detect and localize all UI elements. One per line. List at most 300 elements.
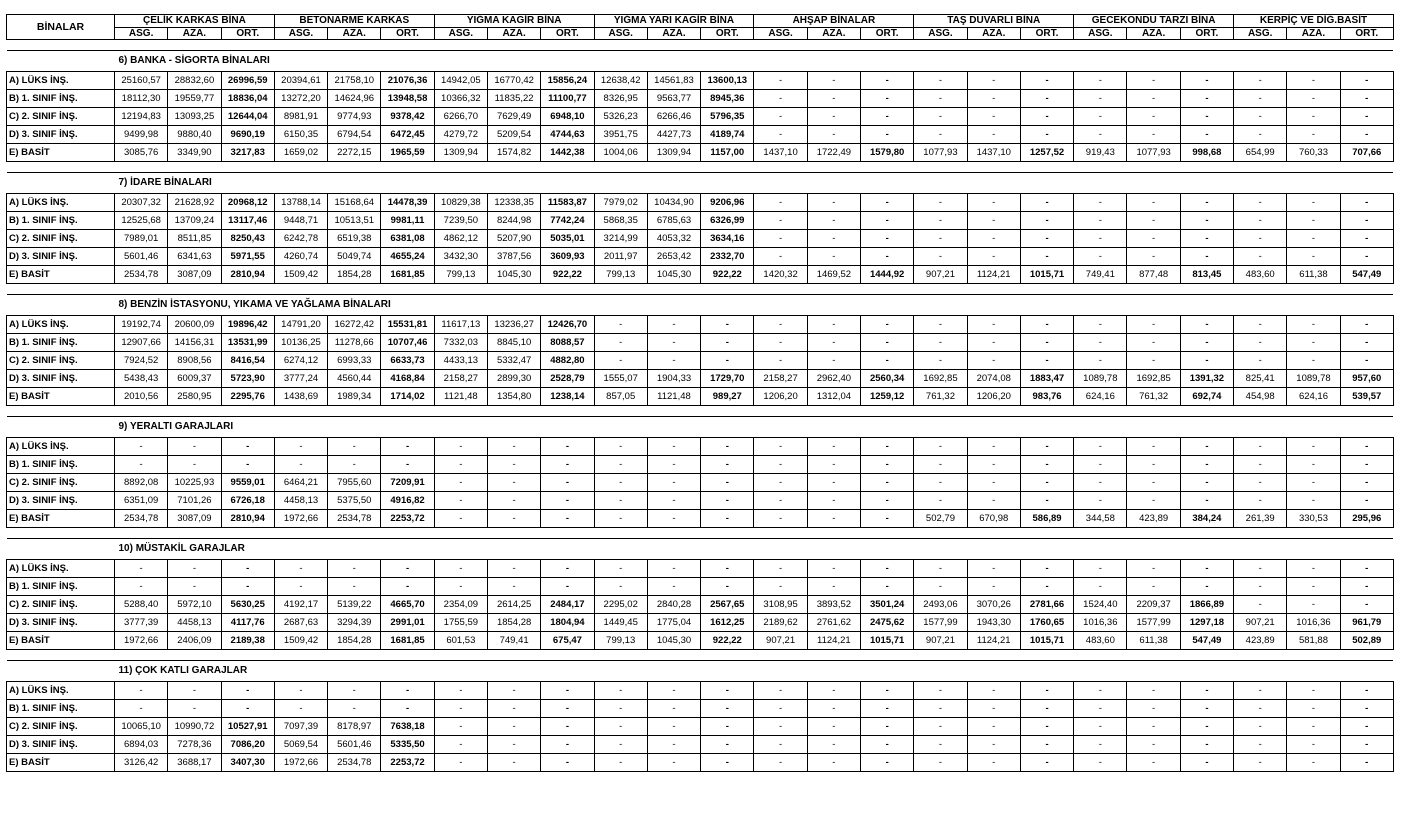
max-cost-cell: 5209,54 bbox=[487, 126, 540, 144]
avg-cost-cell: 2475,62 bbox=[861, 614, 914, 632]
min-cost-cell: - bbox=[1234, 230, 1287, 248]
max-cost-cell: 13093,25 bbox=[168, 108, 221, 126]
min-cost-cell: - bbox=[1234, 334, 1287, 352]
max-cost-cell: 1854,28 bbox=[328, 266, 381, 284]
avg-cost-cell: - bbox=[861, 108, 914, 126]
max-cost-cell: 2406,09 bbox=[168, 632, 221, 650]
avg-cost-cell: 6726,18 bbox=[221, 492, 274, 510]
max-cost-cell: 4427,73 bbox=[647, 126, 700, 144]
min-cost-cell: 799,13 bbox=[594, 266, 647, 284]
avg-cost-cell: 2253,72 bbox=[381, 510, 434, 528]
max-cost-cell: - bbox=[1287, 682, 1340, 700]
max-cost-cell: 2209,37 bbox=[1127, 596, 1180, 614]
row-label: D) 3. SINIF İNŞ. bbox=[7, 614, 115, 632]
column-group-header: AHŞAP BİNALAR bbox=[754, 15, 914, 28]
section-title-row bbox=[7, 661, 1394, 682]
avg-cost-cell: 1714,02 bbox=[381, 388, 434, 406]
avg-cost-cell: - bbox=[541, 456, 594, 474]
avg-cost-cell: - bbox=[1180, 248, 1233, 266]
row-label: C) 2. SINIF İNŞ. bbox=[7, 718, 115, 736]
avg-cost-cell: - bbox=[1180, 492, 1233, 510]
max-cost-cell: 10434,90 bbox=[647, 194, 700, 212]
min-cost-cell: 7924,52 bbox=[115, 352, 168, 370]
avg-cost-cell: 11583,87 bbox=[541, 194, 594, 212]
avg-cost-cell: 2253,72 bbox=[381, 754, 434, 772]
min-cost-cell: 502,79 bbox=[914, 510, 967, 528]
min-cost-cell: - bbox=[115, 560, 168, 578]
section-title-gutter bbox=[7, 51, 115, 72]
avg-cost-cell: - bbox=[541, 510, 594, 528]
max-cost-cell: - bbox=[967, 212, 1020, 230]
min-cost-cell: 10366,32 bbox=[434, 90, 487, 108]
row-label: A) LÜKS İNŞ. bbox=[7, 682, 115, 700]
min-cost-cell: - bbox=[594, 682, 647, 700]
min-cost-cell: - bbox=[1234, 736, 1287, 754]
min-cost-cell: 423,89 bbox=[1234, 632, 1287, 650]
min-cost-cell: 3108,95 bbox=[754, 596, 807, 614]
avg-cost-cell: - bbox=[1340, 194, 1393, 212]
section-title: 8) BENZİN İSTASYONU, YIKAMA VE YAĞLAMA BİNALARI bbox=[115, 295, 1394, 316]
min-cost-cell: - bbox=[594, 700, 647, 718]
min-cost-cell: 19192,74 bbox=[115, 316, 168, 334]
max-cost-cell: 4458,13 bbox=[168, 614, 221, 632]
avg-cost-cell: - bbox=[1340, 90, 1393, 108]
max-cost-cell: - bbox=[1287, 334, 1340, 352]
avg-cost-cell: 5630,25 bbox=[221, 596, 274, 614]
max-cost-cell: 6009,37 bbox=[168, 370, 221, 388]
max-cost-cell: 1943,30 bbox=[967, 614, 1020, 632]
min-cost-cell: 1509,42 bbox=[274, 632, 327, 650]
avg-cost-cell: 12426,70 bbox=[541, 316, 594, 334]
min-cost-cell: 12525,68 bbox=[115, 212, 168, 230]
min-cost-cell: 6274,12 bbox=[274, 352, 327, 370]
table-row bbox=[7, 72, 1394, 90]
avg-cost-cell: 7638,18 bbox=[381, 718, 434, 736]
avg-cost-cell: - bbox=[701, 682, 754, 700]
max-cost-cell: 3787,56 bbox=[487, 248, 540, 266]
min-cost-cell: 6464,21 bbox=[274, 474, 327, 492]
max-cost-cell: - bbox=[967, 108, 1020, 126]
min-cost-cell: - bbox=[1234, 108, 1287, 126]
min-cost-cell: 1206,20 bbox=[754, 388, 807, 406]
min-cost-cell: 3951,75 bbox=[594, 126, 647, 144]
max-cost-cell: - bbox=[967, 560, 1020, 578]
column-sub-header: ASG. bbox=[274, 28, 327, 40]
avg-cost-cell: - bbox=[1020, 352, 1073, 370]
max-cost-cell: 13236,27 bbox=[487, 316, 540, 334]
avg-cost-cell: 3634,16 bbox=[701, 230, 754, 248]
min-cost-cell: - bbox=[274, 560, 327, 578]
avg-cost-cell: - bbox=[541, 754, 594, 772]
avg-cost-cell: 586,89 bbox=[1020, 510, 1073, 528]
avg-cost-cell: - bbox=[701, 578, 754, 596]
max-cost-cell: - bbox=[647, 754, 700, 772]
max-cost-cell: 1089,78 bbox=[1287, 370, 1340, 388]
avg-cost-cell: 9981,11 bbox=[381, 212, 434, 230]
avg-cost-cell: 2810,94 bbox=[221, 266, 274, 284]
avg-cost-cell: - bbox=[381, 578, 434, 596]
max-cost-cell: 2534,78 bbox=[328, 754, 381, 772]
min-cost-cell: - bbox=[914, 108, 967, 126]
max-cost-cell: 5207,90 bbox=[487, 230, 540, 248]
min-cost-cell: 907,21 bbox=[914, 266, 967, 284]
avg-cost-cell: 1297,18 bbox=[1180, 614, 1233, 632]
column-sub-header: ASG. bbox=[1074, 28, 1127, 40]
max-cost-cell: 6266,46 bbox=[647, 108, 700, 126]
min-cost-cell: - bbox=[434, 754, 487, 772]
avg-cost-cell: - bbox=[1180, 682, 1233, 700]
min-cost-cell: - bbox=[1074, 474, 1127, 492]
max-cost-cell: - bbox=[1287, 700, 1340, 718]
max-cost-cell: - bbox=[168, 578, 221, 596]
min-cost-cell: - bbox=[754, 334, 807, 352]
max-cost-cell: - bbox=[1127, 248, 1180, 266]
avg-cost-cell: - bbox=[1020, 682, 1073, 700]
min-cost-cell: - bbox=[754, 212, 807, 230]
max-cost-cell: - bbox=[807, 212, 860, 230]
max-cost-cell: 28832,60 bbox=[168, 72, 221, 90]
max-cost-cell: - bbox=[647, 352, 700, 370]
min-cost-cell: - bbox=[594, 316, 647, 334]
avg-cost-cell: 8945,36 bbox=[701, 90, 754, 108]
min-cost-cell: - bbox=[434, 456, 487, 474]
min-cost-cell: - bbox=[914, 438, 967, 456]
max-cost-cell: - bbox=[647, 560, 700, 578]
max-cost-cell: - bbox=[807, 682, 860, 700]
row-label: D) 3. SINIF İNŞ. bbox=[7, 248, 115, 266]
max-cost-cell: - bbox=[1287, 438, 1340, 456]
row-label: C) 2. SINIF İNŞ. bbox=[7, 596, 115, 614]
table-row bbox=[7, 682, 1394, 700]
table-row bbox=[7, 596, 1394, 614]
max-cost-cell: - bbox=[487, 474, 540, 492]
max-cost-cell: 3893,52 bbox=[807, 596, 860, 614]
avg-cost-cell: - bbox=[1180, 352, 1233, 370]
max-cost-cell: 2580,95 bbox=[168, 388, 221, 406]
table-row bbox=[7, 370, 1394, 388]
max-cost-cell: 6993,33 bbox=[328, 352, 381, 370]
min-cost-cell: - bbox=[434, 736, 487, 754]
avg-cost-cell: - bbox=[1020, 108, 1073, 126]
min-cost-cell: 3777,39 bbox=[115, 614, 168, 632]
avg-cost-cell: 12644,04 bbox=[221, 108, 274, 126]
max-cost-cell: - bbox=[1127, 474, 1180, 492]
min-cost-cell: 20394,61 bbox=[274, 72, 327, 90]
avg-cost-cell: - bbox=[221, 578, 274, 596]
table-row bbox=[7, 718, 1394, 736]
row-label: E) BASİT bbox=[7, 510, 115, 528]
min-cost-cell: 749,41 bbox=[1074, 266, 1127, 284]
min-cost-cell: - bbox=[1234, 700, 1287, 718]
min-cost-cell: 483,60 bbox=[1234, 266, 1287, 284]
max-cost-cell: 14624,96 bbox=[328, 90, 381, 108]
max-cost-cell: - bbox=[647, 438, 700, 456]
max-cost-cell: 2899,30 bbox=[487, 370, 540, 388]
max-cost-cell: - bbox=[807, 754, 860, 772]
avg-cost-cell: 10707,46 bbox=[381, 334, 434, 352]
max-cost-cell: 2614,25 bbox=[487, 596, 540, 614]
max-cost-cell: - bbox=[1287, 736, 1340, 754]
max-cost-cell: - bbox=[1127, 194, 1180, 212]
row-label: B) 1. SINIF İNŞ. bbox=[7, 456, 115, 474]
min-cost-cell: 7332,03 bbox=[434, 334, 487, 352]
min-cost-cell: - bbox=[754, 474, 807, 492]
avg-cost-cell: 1729,70 bbox=[701, 370, 754, 388]
avg-cost-cell: 922,22 bbox=[701, 632, 754, 650]
avg-cost-cell: - bbox=[1340, 72, 1393, 90]
max-cost-cell: - bbox=[807, 700, 860, 718]
min-cost-cell: - bbox=[754, 456, 807, 474]
max-cost-cell: 3294,39 bbox=[328, 614, 381, 632]
min-cost-cell: - bbox=[914, 194, 967, 212]
avg-cost-cell: 2810,94 bbox=[221, 510, 274, 528]
max-cost-cell: 1045,30 bbox=[647, 266, 700, 284]
max-cost-cell: 3087,09 bbox=[168, 266, 221, 284]
avg-cost-cell: - bbox=[1180, 230, 1233, 248]
min-cost-cell: - bbox=[1074, 72, 1127, 90]
section-title-row bbox=[7, 295, 1394, 316]
min-cost-cell: 5438,43 bbox=[115, 370, 168, 388]
avg-cost-cell: - bbox=[701, 510, 754, 528]
avg-cost-cell: 9559,01 bbox=[221, 474, 274, 492]
avg-cost-cell: 7209,91 bbox=[381, 474, 434, 492]
avg-cost-cell: - bbox=[221, 682, 274, 700]
avg-cost-cell: - bbox=[1340, 560, 1393, 578]
min-cost-cell: - bbox=[1074, 438, 1127, 456]
table-row bbox=[7, 230, 1394, 248]
column-sub-header: ORT. bbox=[701, 28, 754, 40]
avg-cost-cell: 3407,30 bbox=[221, 754, 274, 772]
column-sub-header: ASG. bbox=[594, 28, 647, 40]
min-cost-cell: 761,32 bbox=[914, 388, 967, 406]
section-title: 10) MÜSTAKİL GARAJLAR bbox=[115, 539, 1394, 560]
max-cost-cell: - bbox=[1127, 492, 1180, 510]
avg-cost-cell: 961,79 bbox=[1340, 614, 1393, 632]
min-cost-cell: - bbox=[274, 456, 327, 474]
min-cost-cell: 11617,13 bbox=[434, 316, 487, 334]
max-cost-cell: 1124,21 bbox=[807, 632, 860, 650]
avg-cost-cell: 1866,89 bbox=[1180, 596, 1233, 614]
row-label: D) 3. SINIF İNŞ. bbox=[7, 736, 115, 754]
row-label: C) 2. SINIF İNŞ. bbox=[7, 108, 115, 126]
row-label: A) LÜKS İNŞ. bbox=[7, 560, 115, 578]
min-cost-cell: - bbox=[1234, 194, 1287, 212]
max-cost-cell: - bbox=[647, 334, 700, 352]
avg-cost-cell: - bbox=[1020, 456, 1073, 474]
avg-cost-cell: 21076,36 bbox=[381, 72, 434, 90]
max-cost-cell: - bbox=[807, 334, 860, 352]
min-cost-cell: - bbox=[754, 248, 807, 266]
min-cost-cell: 601,53 bbox=[434, 632, 487, 650]
column-sub-header: ASG. bbox=[434, 28, 487, 40]
avg-cost-cell: 9206,96 bbox=[701, 194, 754, 212]
max-cost-cell: - bbox=[168, 682, 221, 700]
table-row bbox=[7, 90, 1394, 108]
max-cost-cell: 20600,09 bbox=[168, 316, 221, 334]
avg-cost-cell: 957,60 bbox=[1340, 370, 1393, 388]
max-cost-cell: 6785,63 bbox=[647, 212, 700, 230]
avg-cost-cell: - bbox=[861, 316, 914, 334]
avg-cost-cell: - bbox=[861, 492, 914, 510]
min-cost-cell: 1449,45 bbox=[594, 614, 647, 632]
avg-cost-cell: - bbox=[541, 682, 594, 700]
avg-cost-cell: - bbox=[381, 560, 434, 578]
min-cost-cell: 7097,39 bbox=[274, 718, 327, 736]
max-cost-cell: - bbox=[487, 510, 540, 528]
row-label: C) 2. SINIF İNŞ. bbox=[7, 474, 115, 492]
min-cost-cell: 8892,08 bbox=[115, 474, 168, 492]
avg-cost-cell: - bbox=[861, 230, 914, 248]
max-cost-cell: - bbox=[1127, 72, 1180, 90]
avg-cost-cell: - bbox=[1020, 700, 1073, 718]
avg-cost-cell: - bbox=[221, 700, 274, 718]
min-cost-cell: 6242,78 bbox=[274, 230, 327, 248]
min-cost-cell: - bbox=[1074, 700, 1127, 718]
avg-cost-cell: - bbox=[701, 438, 754, 456]
avg-cost-cell: 1257,52 bbox=[1020, 144, 1073, 162]
avg-cost-cell: - bbox=[381, 438, 434, 456]
avg-cost-cell: 1579,80 bbox=[861, 144, 914, 162]
column-sub-header: ORT. bbox=[221, 28, 274, 40]
avg-cost-cell: - bbox=[1020, 754, 1073, 772]
table-row bbox=[7, 144, 1394, 162]
section-title: 6) BANKA - SİGORTA BİNALARI bbox=[115, 51, 1394, 72]
table-body bbox=[7, 40, 1394, 772]
min-cost-cell: 1755,59 bbox=[434, 614, 487, 632]
max-cost-cell: - bbox=[807, 126, 860, 144]
min-cost-cell: 12638,42 bbox=[594, 72, 647, 90]
max-cost-cell: - bbox=[967, 248, 1020, 266]
avg-cost-cell: 13600,13 bbox=[701, 72, 754, 90]
avg-cost-cell: 6948,10 bbox=[541, 108, 594, 126]
avg-cost-cell: 4117,76 bbox=[221, 614, 274, 632]
max-cost-cell: - bbox=[1127, 352, 1180, 370]
min-cost-cell: - bbox=[1074, 90, 1127, 108]
column-sub-header: AZA. bbox=[967, 28, 1020, 40]
max-cost-cell: - bbox=[1287, 492, 1340, 510]
avg-cost-cell: 1157,00 bbox=[701, 144, 754, 162]
min-cost-cell: 799,13 bbox=[594, 632, 647, 650]
avg-cost-cell: - bbox=[221, 438, 274, 456]
max-cost-cell: 670,98 bbox=[967, 510, 1020, 528]
min-cost-cell: 9499,98 bbox=[115, 126, 168, 144]
max-cost-cell: - bbox=[807, 72, 860, 90]
min-cost-cell: - bbox=[754, 510, 807, 528]
table-row bbox=[7, 560, 1394, 578]
avg-cost-cell: - bbox=[1020, 126, 1073, 144]
avg-cost-cell: 5796,35 bbox=[701, 108, 754, 126]
min-cost-cell: 5601,46 bbox=[115, 248, 168, 266]
avg-cost-cell: 5035,01 bbox=[541, 230, 594, 248]
max-cost-cell: - bbox=[487, 700, 540, 718]
max-cost-cell: 760,33 bbox=[1287, 144, 1340, 162]
max-cost-cell: 11278,66 bbox=[328, 334, 381, 352]
avg-cost-cell: - bbox=[1340, 578, 1393, 596]
min-cost-cell: - bbox=[115, 456, 168, 474]
min-cost-cell: 4862,12 bbox=[434, 230, 487, 248]
min-cost-cell: - bbox=[594, 510, 647, 528]
max-cost-cell: 9774,93 bbox=[328, 108, 381, 126]
max-cost-cell: 1206,20 bbox=[967, 388, 1020, 406]
avg-cost-cell: 2484,17 bbox=[541, 596, 594, 614]
max-cost-cell: 7629,49 bbox=[487, 108, 540, 126]
avg-cost-cell: - bbox=[1340, 126, 1393, 144]
max-cost-cell: - bbox=[1287, 754, 1340, 772]
max-cost-cell: - bbox=[807, 456, 860, 474]
min-cost-cell: 1004,06 bbox=[594, 144, 647, 162]
min-cost-cell: - bbox=[1074, 754, 1127, 772]
max-cost-cell: 5332,47 bbox=[487, 352, 540, 370]
max-cost-cell: 16770,42 bbox=[487, 72, 540, 90]
max-cost-cell: 10990,72 bbox=[168, 718, 221, 736]
avg-cost-cell: 4744,63 bbox=[541, 126, 594, 144]
avg-cost-cell: - bbox=[1340, 108, 1393, 126]
column-sub-header: AZA. bbox=[647, 28, 700, 40]
min-cost-cell: - bbox=[594, 492, 647, 510]
table-row bbox=[7, 194, 1394, 212]
avg-cost-cell: 2295,76 bbox=[221, 388, 274, 406]
max-cost-cell: - bbox=[1127, 682, 1180, 700]
avg-cost-cell: 1238,14 bbox=[541, 388, 594, 406]
min-cost-cell: - bbox=[754, 682, 807, 700]
avg-cost-cell: 998,68 bbox=[1180, 144, 1233, 162]
min-cost-cell: 20307,32 bbox=[115, 194, 168, 212]
max-cost-cell: 1309,94 bbox=[647, 144, 700, 162]
max-cost-cell: 1989,34 bbox=[328, 388, 381, 406]
min-cost-cell: 10136,25 bbox=[274, 334, 327, 352]
max-cost-cell: 330,53 bbox=[1287, 510, 1340, 528]
min-cost-cell: - bbox=[1234, 474, 1287, 492]
max-cost-cell: - bbox=[967, 334, 1020, 352]
min-cost-cell: - bbox=[754, 108, 807, 126]
max-cost-cell: 7101,26 bbox=[168, 492, 221, 510]
min-cost-cell: 261,39 bbox=[1234, 510, 1287, 528]
row-label: B) 1. SINIF İNŞ. bbox=[7, 90, 115, 108]
max-cost-cell: - bbox=[1127, 316, 1180, 334]
row-label: D) 3. SINIF İNŞ. bbox=[7, 370, 115, 388]
avg-cost-cell: 2560,34 bbox=[861, 370, 914, 388]
table-row bbox=[7, 126, 1394, 144]
min-cost-cell: 1437,10 bbox=[754, 144, 807, 162]
max-cost-cell: - bbox=[168, 456, 221, 474]
avg-cost-cell: - bbox=[1180, 700, 1233, 718]
max-cost-cell: - bbox=[1127, 736, 1180, 754]
avg-cost-cell: 14478,39 bbox=[381, 194, 434, 212]
table-row bbox=[7, 266, 1394, 284]
avg-cost-cell: - bbox=[541, 718, 594, 736]
max-cost-cell: - bbox=[807, 230, 860, 248]
max-cost-cell: 5375,50 bbox=[328, 492, 381, 510]
max-cost-cell: 3070,26 bbox=[967, 596, 1020, 614]
column-group-header: TAŞ DUVARLI BİNA bbox=[914, 15, 1074, 28]
spacer-cell bbox=[7, 650, 1394, 661]
min-cost-cell: 825,41 bbox=[1234, 370, 1287, 388]
section-title-gutter bbox=[7, 417, 115, 438]
avg-cost-cell: 1259,12 bbox=[861, 388, 914, 406]
max-cost-cell: - bbox=[328, 578, 381, 596]
avg-cost-cell: 675,47 bbox=[541, 632, 594, 650]
max-cost-cell: - bbox=[487, 754, 540, 772]
min-cost-cell: - bbox=[115, 682, 168, 700]
avg-cost-cell: - bbox=[1020, 334, 1073, 352]
min-cost-cell: - bbox=[1074, 334, 1127, 352]
column-sub-header: ASG. bbox=[914, 28, 967, 40]
max-cost-cell: - bbox=[328, 700, 381, 718]
avg-cost-cell: 1965,59 bbox=[381, 144, 434, 162]
avg-cost-cell: - bbox=[701, 718, 754, 736]
avg-cost-cell: - bbox=[1020, 474, 1073, 492]
min-cost-cell: 3085,76 bbox=[115, 144, 168, 162]
